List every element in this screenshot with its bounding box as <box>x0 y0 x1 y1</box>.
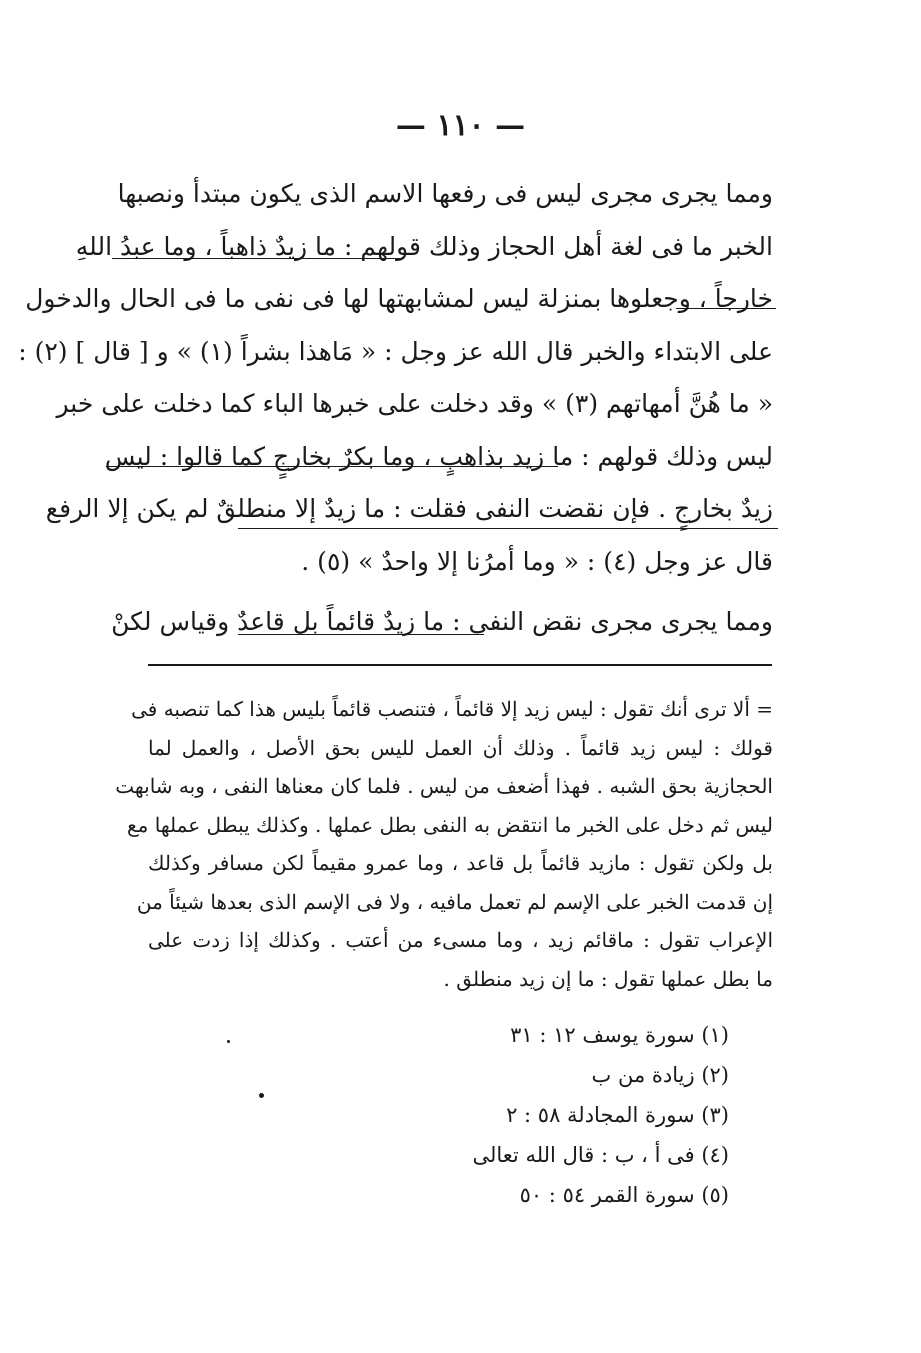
main-text <box>18 168 773 649</box>
footnote-line: = ألا ترى أنك تقول : ليس زيد إلا قائماً ، فتنصب قائماً بليس هذا كما تنصبه فى <box>131 697 773 721</box>
reference-item: (٢) زيادة من ب <box>591 1063 729 1087</box>
footnote-line: قولك : ليس زيد قائماً . وذلك أن العمل لليس بحق الأصل ، والعمل لما <box>148 735 773 760</box>
reference-item: (٣) سورة المجادلة ٥٨ : ٢ <box>506 1103 729 1127</box>
main-line: زيدٌ بخارجٍ . فإن نقضت النفى فقلت : ما زيدٌ إلا منطلقٌ لم يكن إلا الرفع <box>45 494 773 523</box>
reference-item: (٥) سورة القمر ٥٤ : ٥٠ <box>519 1183 729 1207</box>
references-list <box>473 1015 730 1215</box>
handwritten-underline <box>676 308 776 309</box>
scan-speck <box>259 1093 264 1098</box>
handwritten-underline <box>238 634 484 635</box>
main-line: ليس وذلك قولهم : ما زيد بذاهبٍ ، وما بكرٌ بخارجٍ كما قالوا : ليس <box>104 441 773 471</box>
scan-speck <box>227 1040 230 1043</box>
handwritten-underline <box>112 258 404 259</box>
footnote-line: بل ولكن تقول : مازيد قائماً بل قاعد ، وما عمرو مقيماً لكن مسافر وكذلك <box>148 851 773 875</box>
footnote-line: ليس ثم دخل على الخبر ما انتقض به النفى بطل عملها . وكذلك يبطل عملها مع <box>127 812 773 837</box>
main-line: ومما يجرى مجرى ليس فى رفعها الاسم الذى يكون مبتدأ ونصبها <box>117 179 773 208</box>
main-line: ومما يجرى مجرى نقض النفى : ما زيدٌ قائماً بل قاعدٌ وقياس لكنْ <box>111 607 773 636</box>
footnote-text <box>115 690 773 998</box>
handwritten-underline <box>238 528 778 529</box>
main-line: « ما هُنَّ أمهاتهم (٣) » وقد دخلت على خبرها الباء كما دخلت على خبر <box>56 389 773 418</box>
paragraph-gap <box>153 588 773 596</box>
handwritten-underline <box>106 466 558 467</box>
main-line: قال عز وجل (٤) : « وما أمرُنا إلا واحدٌ » (٥) . <box>301 546 773 576</box>
footnote-line: إن قدمت الخبر على الإسم لم تعمل مافيه ، ولا فى الإسم الذى بعدها شيئاً من <box>136 889 773 914</box>
footnote-separator <box>148 664 772 666</box>
footnote-line: الإعراب تقول : ماقائم زيد ، وما مسىء من أعتب . وكذلك إذا زدت على <box>148 928 773 952</box>
page-number: — ١١٠ — <box>395 108 526 143</box>
reference-item: (٤) فى أ ، ب : قال الله تعالى <box>472 1143 729 1167</box>
main-line: خارجاً ، وجعلوها بمنزلة ليس لمشابهتها لها فى نفى ما فى الحال والدخول <box>25 284 773 313</box>
footnote-line: الحجازية بحق الشبه . فهذا أضعف من ليس . فلما كان معناها النفى ، وبه شابهت <box>115 774 773 798</box>
footnote-line: ما بطل عملها تقول : ما إن زيد منطلق . <box>443 966 773 991</box>
reference-item: (١) سورة يوسف ١٢ : ٣١ <box>510 1023 729 1047</box>
main-line: على الابتداء والخبر قال الله عز وجل : « مَاهذا بشراً (١) » و [ قال ] (٢) : <box>18 336 773 366</box>
main-line: الخبر ما فى لغة أهل الحجاز وذلك قولهم : ما زيدٌ ذاهباً ، وما عبدُ اللهِ <box>75 231 773 261</box>
